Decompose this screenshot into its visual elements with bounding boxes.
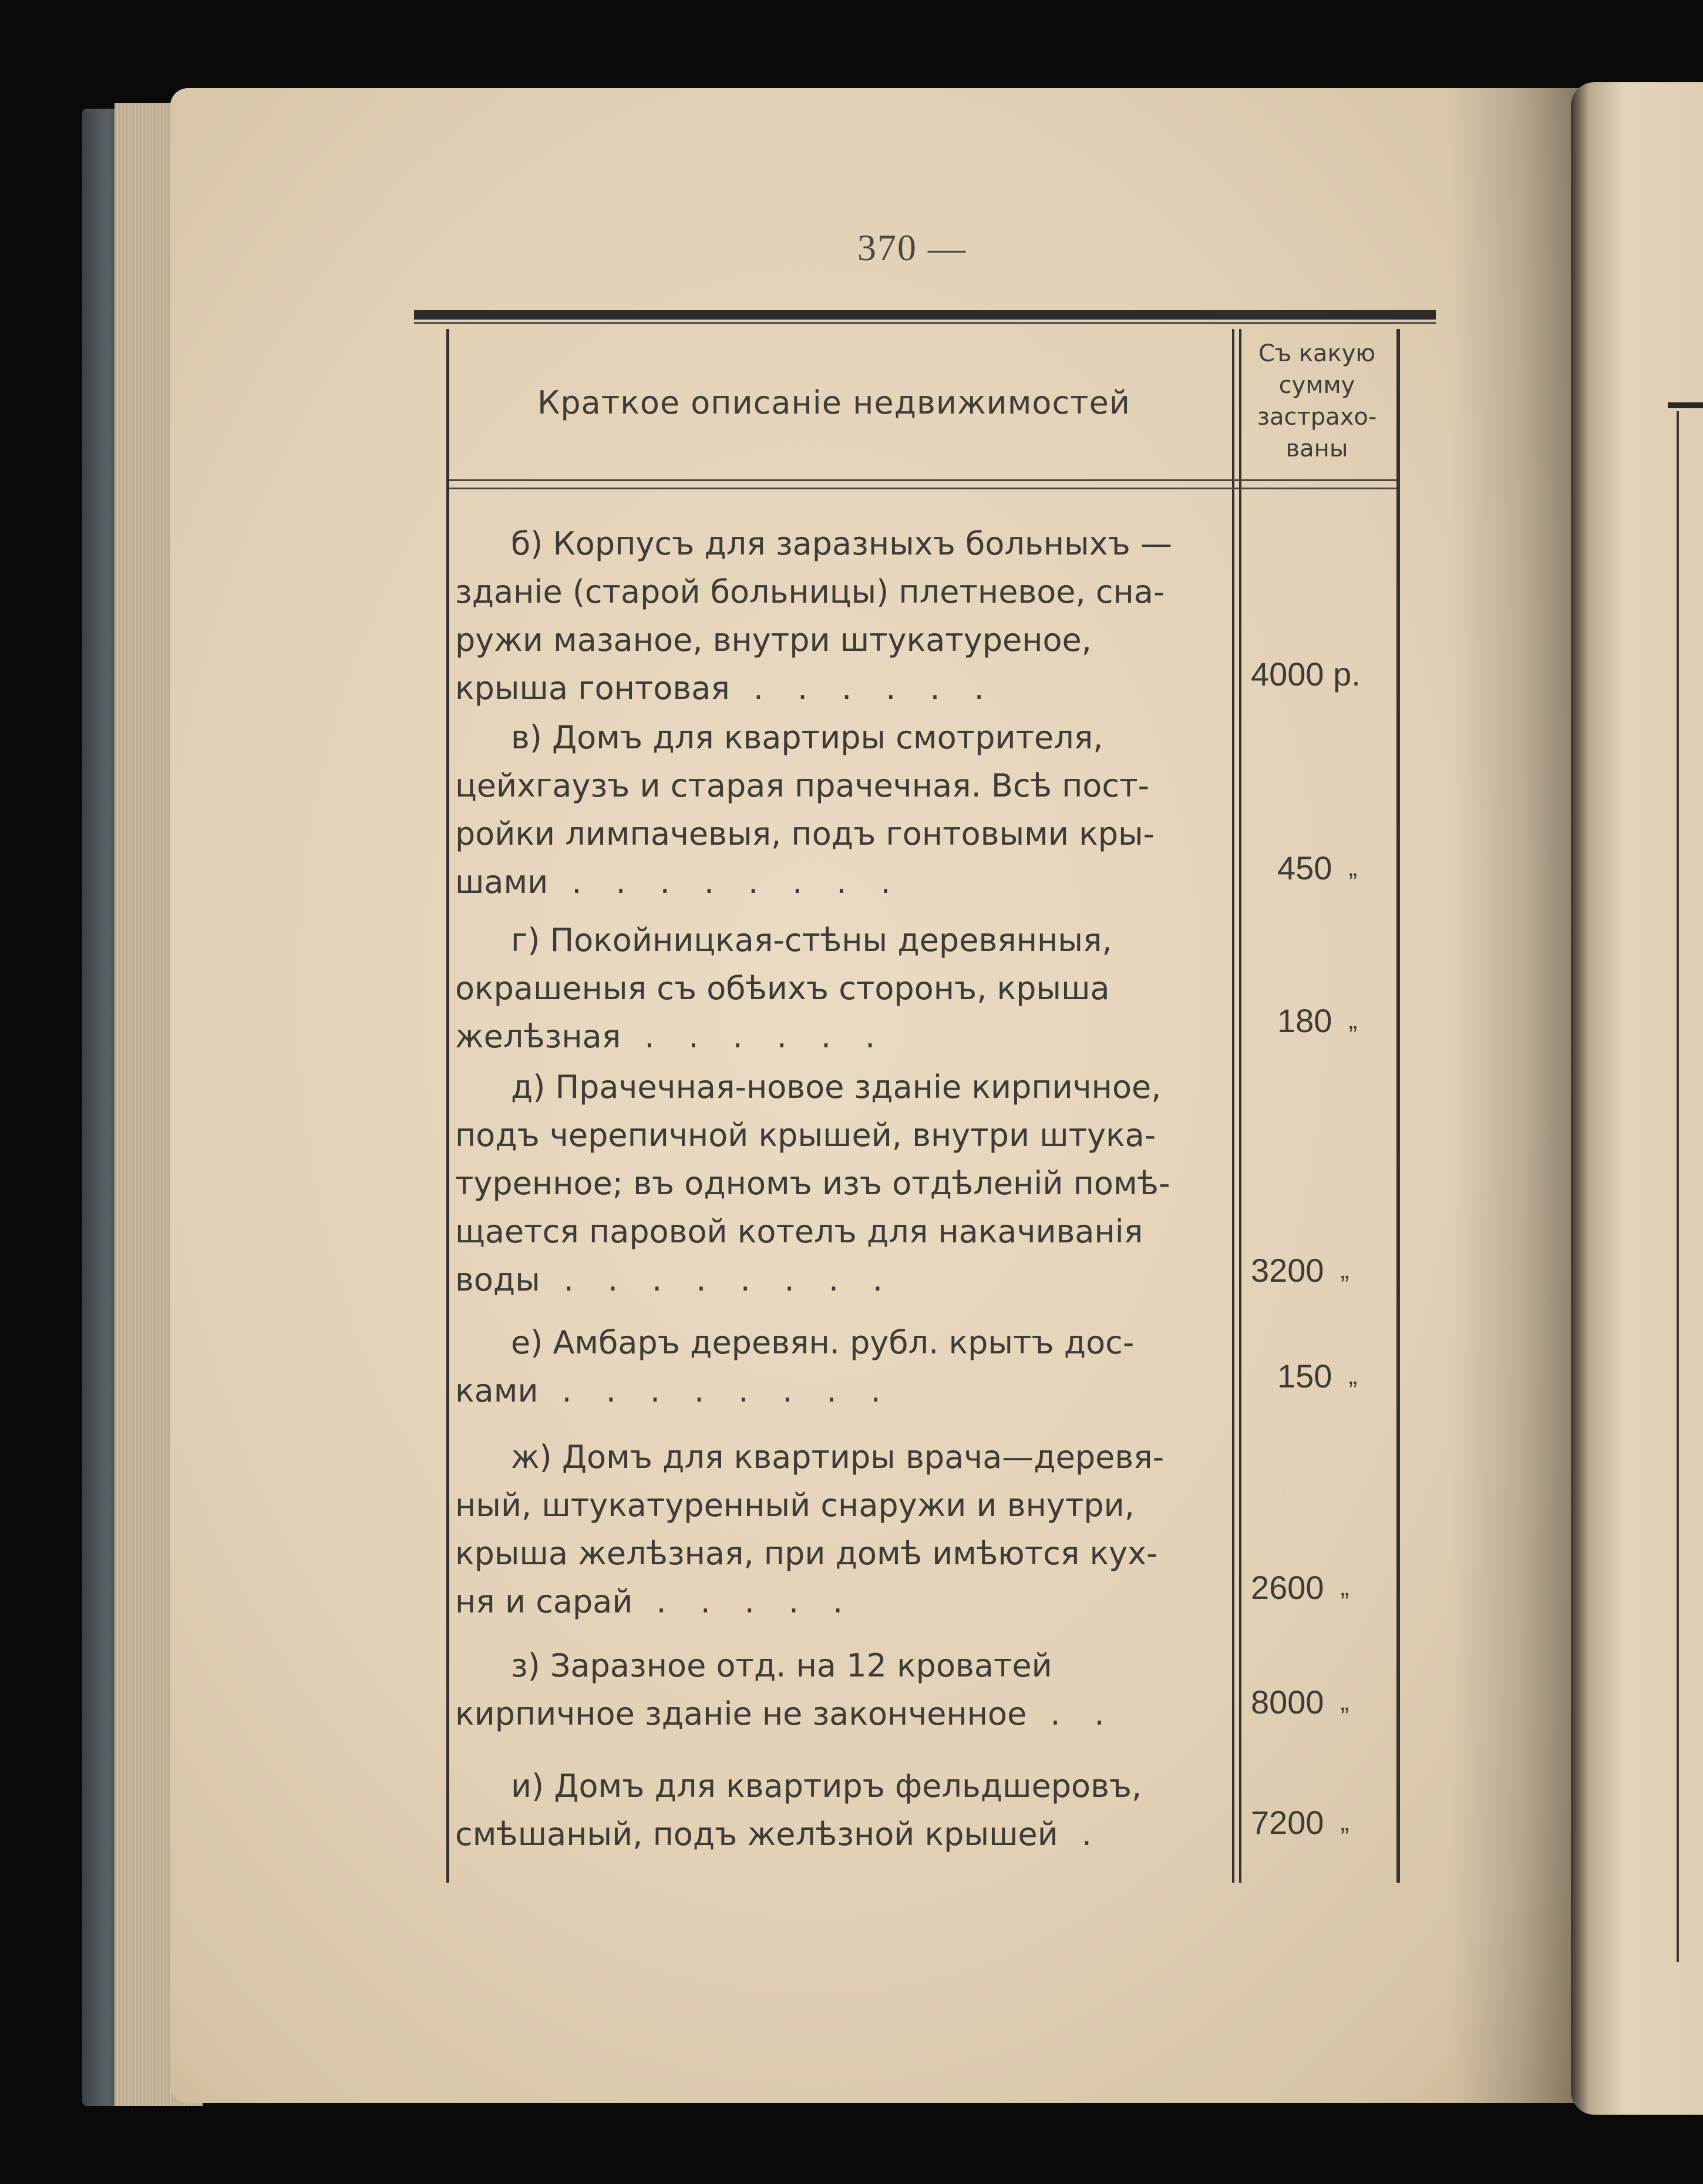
table-top-rule-thin [414,322,1436,324]
dot-leader: ........ [571,863,925,901]
column-divider-b [1239,329,1241,1883]
dot-leader: ........ [563,1261,917,1298]
amount-value: 8000 [1251,1684,1324,1721]
header-sum-line: сумму [1278,372,1355,399]
insured-amount [1251,1357,1418,1395]
entry-text-line: е) Амбаръ деревян. рубл. крытъ дос- [511,1324,1135,1361]
table-right-border [1396,329,1400,1883]
entry-text-line: ня и сарай [455,1583,633,1620]
table-row [455,1642,1224,1738]
table-row [455,1319,1224,1415]
table-row [455,916,1224,1061]
ditto-mark: „ [1348,1361,1358,1390]
dot-leader: .. [1050,1695,1139,1732]
insured-amount [1251,1002,1418,1040]
ditto-mark: „ [1340,1573,1349,1601]
amount-value: 150 [1277,1358,1332,1395]
amount-value: 180 [1277,1002,1332,1039]
entry-text-line: смѣшаный, подъ желѣзной крышей [455,1816,1058,1853]
table-row [455,1063,1224,1304]
entry-text-line: кирпичное зданiе не законченное [455,1695,1027,1732]
facing-page-rule [1668,402,1703,408]
entry-text-line: туренное; въ одномъ изъ отдѣленiй помѣ- [455,1165,1170,1202]
insured-amount [1251,655,1392,693]
column-divider-a [1232,329,1234,1883]
ditto-mark: „ [1348,1006,1358,1034]
header-rule-1 [449,479,1396,481]
entry-text-line: ный, штукатуренный снаружи и внутри, [455,1487,1135,1524]
entry-text-line: и) Домъ для квартиръ фельдшеровъ, [511,1768,1142,1805]
entry-text-line: б) Корпусъ для заразныхъ больныхъ — [511,525,1172,562]
dot-leader: . [1081,1816,1126,1853]
entry-text-line: щается паровой котелъ для накачиванiя [455,1213,1143,1250]
entry-text-line: желѣзная [455,1018,621,1055]
entry-text-line: з) Заразное отд. на 12 кроватей [511,1647,1052,1684]
insured-amount [1251,1568,1392,1607]
table-row [455,1762,1224,1859]
entry-text-line: ройки лимпачевыя, подъ гонтовыми кры- [455,815,1155,852]
entry-text-line: подъ черепичной крышей, внутри штука- [455,1117,1156,1154]
ditto-mark: „ [1340,1255,1349,1284]
dot-leader: ...... [753,670,1018,707]
table-row [455,520,1224,713]
dot-leader: ........ [561,1372,915,1409]
entry-text-line: г) Покойницкая-стѣны деревянныя, [511,922,1112,959]
ditto-mark: „ [1340,1687,1349,1716]
page-number: 370 — [857,227,967,268]
entry-text-line: ками [455,1372,539,1409]
entry-text-line: окрашеныя съ обѣихъ сторонъ, крыша [455,970,1110,1007]
entry-text-line: шами [455,863,548,901]
column-header-description: Краткое описанiе недвижимостей [537,384,1130,421]
entry-text-line: д) Прачечная-новое зданiе кирпичное, [511,1069,1162,1106]
amount-value: 3200 [1251,1252,1324,1289]
amount-value: 4000 р. [1251,656,1361,693]
entry-text-line: воды [455,1261,540,1298]
insured-amount [1251,1251,1392,1289]
table-top-rule [414,310,1436,320]
ditto-mark: „ [1340,1807,1349,1836]
header-sum-line: ваны [1285,435,1348,462]
entry-text-line: цейхгаузъ и старая прачечная. Всѣ пост- [455,767,1150,804]
entry-text-line: крыша желѣзная, при домѣ имѣются кух- [455,1535,1158,1572]
table-row [455,714,1224,906]
entry-text-line: зданiе (старой больницы) плетневое, сна- [455,573,1165,610]
amount-value: 450 [1277,849,1332,886]
table-row [455,1433,1224,1626]
entry-text-line: крыша гонтовая [455,670,730,707]
column-header-insured-sum [1239,338,1395,465]
entry-text-line: ж) Домъ для квартиры врача—деревя- [511,1439,1164,1476]
insured-amount [1251,849,1418,887]
table-left-border [446,329,449,1883]
entry-text-line: ружи мазаное, внутри штукатуреное, [455,621,1092,658]
header-rule-2 [449,488,1396,489]
header-sum-line: Съ какую [1258,340,1376,367]
amount-value: 2600 [1251,1569,1324,1606]
insured-amount [1251,1683,1392,1721]
amount-value: 7200 [1251,1804,1324,1841]
dot-leader: ..... [656,1583,877,1620]
header-sum-line: застрахо- [1257,404,1377,431]
dot-leader: ...... [644,1018,910,1055]
facing-page-column-line [1677,411,1679,1962]
insured-amount [1251,1803,1392,1842]
entry-text-line: в) Домъ для квартиры смотрителя, [511,719,1103,756]
ditto-mark: „ [1348,853,1358,882]
facing-page [1571,82,1703,2115]
